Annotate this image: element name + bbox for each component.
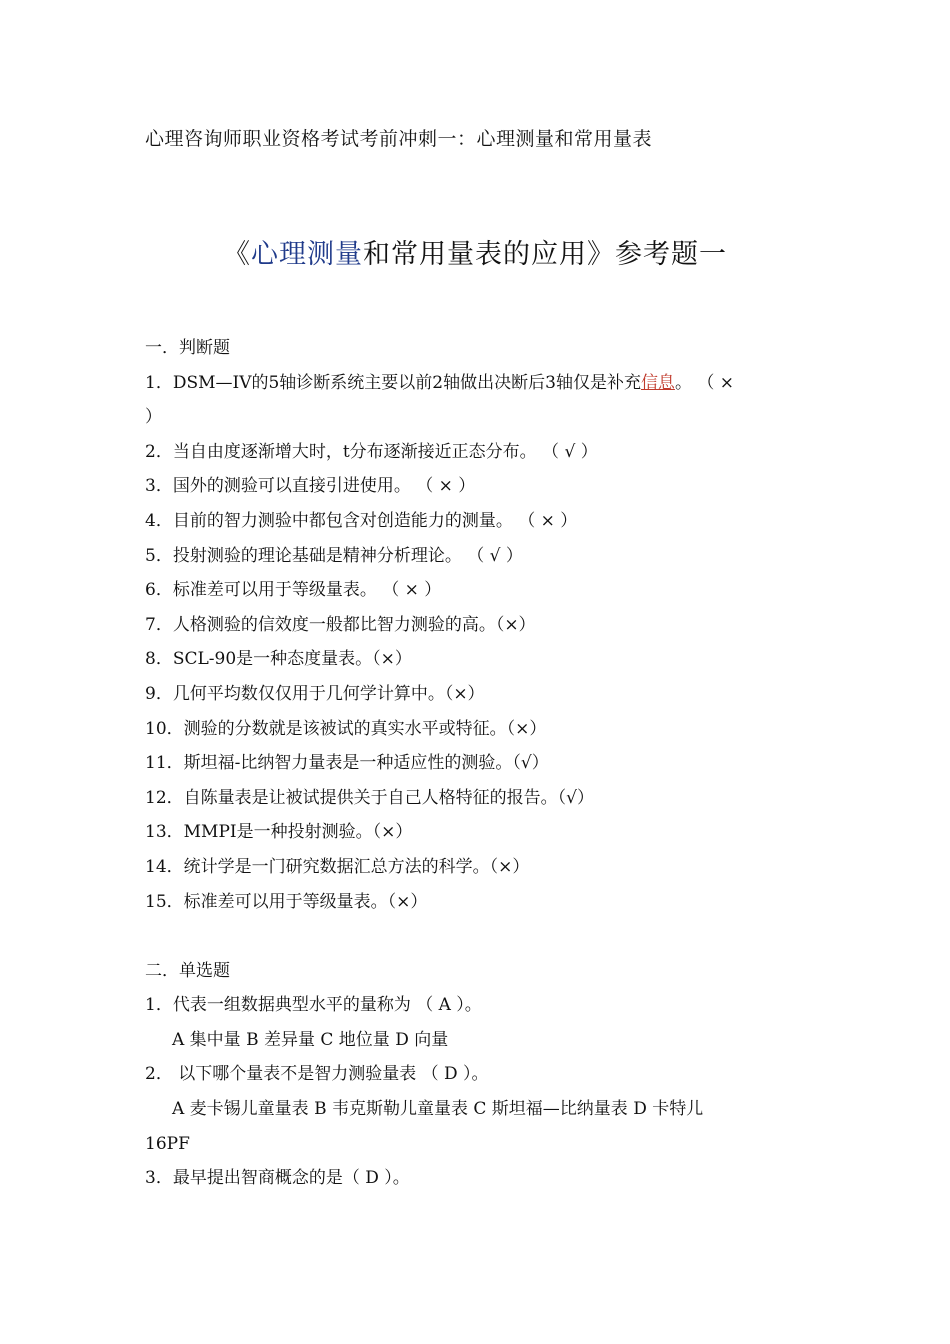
judgment-question: 6．标准差可以用于等级量表。 （ × ） <box>145 580 442 601</box>
judgment-question: 14．统计学是一门研究数据汇总方法的科学。（×） <box>145 856 530 877</box>
judgment-question: 3．国外的测验可以直接引进使用。 （ × ） <box>145 476 476 497</box>
choice-question-2-options: A 麦卡锡儿童量表 B 韦克斯勒儿童量表 C 斯坦福—比纳量表 D 卡特儿 <box>172 1099 704 1120</box>
title-highlight: 心理测量 <box>251 239 363 270</box>
choice-question-1: 1．代表一组数据典型水平的量称为 （ A ）。 <box>145 995 482 1016</box>
judgment-question: 11．斯坦福-比纳智力量表是一种适应性的测验。（√） <box>145 753 549 774</box>
info-link[interactable]: 信息 <box>640 372 675 393</box>
question-text: 1．DSM—IV的5轴诊断系统主要以前2轴做出决断后3轴仅是补充 <box>145 372 641 393</box>
section-heading-single-choice: 二．单选题 <box>145 960 230 981</box>
section-spacer <box>145 919 815 954</box>
judgment-question: 9．几何平均数仅仅用于几何学计算中。（×） <box>145 683 485 704</box>
judgment-question-1-continued: ） <box>145 407 162 428</box>
document-body <box>145 331 815 1196</box>
judgment-question: 7．人格测验的信效度一般都比智力测验的高。（×） <box>145 614 536 635</box>
judgment-question: 4．目前的智力测验中都包含对创造能力的测量。 （ × ） <box>145 510 578 531</box>
section-heading-judgment: 一．判断题 <box>145 338 230 358</box>
title-open-bracket: 《 <box>223 239 251 270</box>
question-answer: 。 （ × <box>674 372 734 393</box>
judgment-question-1 <box>145 366 815 401</box>
judgment-question: 2．当自由度逐渐增大时，t分布逐渐接近正态分布。 （ √ ） <box>145 441 598 462</box>
judgment-question: 15．标准差可以用于等级量表。（×） <box>145 891 428 912</box>
judgment-question: 5．投射测验的理论基础是精神分析理论。 （ √ ） <box>145 545 523 566</box>
judgment-question: 13．MMPI是一种投射测验。（×） <box>145 822 413 843</box>
document-header: 心理咨询师职业资格考试考前冲刺一：心理测量和常用量表 <box>145 128 653 150</box>
choice-question-2: 2． 以下哪个量表不是智力测验量表 （ D ）。 <box>145 1064 489 1085</box>
judgment-question: 12．自陈量表是让被试提供关于自己人格特征的报告。（√） <box>145 787 594 808</box>
judgment-question: 8．SCL-90是一种态度量表。（×） <box>145 649 412 670</box>
document-title <box>0 232 950 271</box>
choice-question-2-options-continued: 16PF <box>145 1133 190 1154</box>
choice-question-1-options: A 集中量 B 差异量 C 地位量 D 向量 <box>172 1029 449 1050</box>
choice-question-3: 3．最早提出智商概念的是（ D ）。 <box>145 1168 410 1189</box>
judgment-question: 10．测验的分数就是该被试的真实水平或特征。（×） <box>145 718 547 739</box>
title-rest: 和常用量表的应用》参考题一 <box>363 239 727 270</box>
